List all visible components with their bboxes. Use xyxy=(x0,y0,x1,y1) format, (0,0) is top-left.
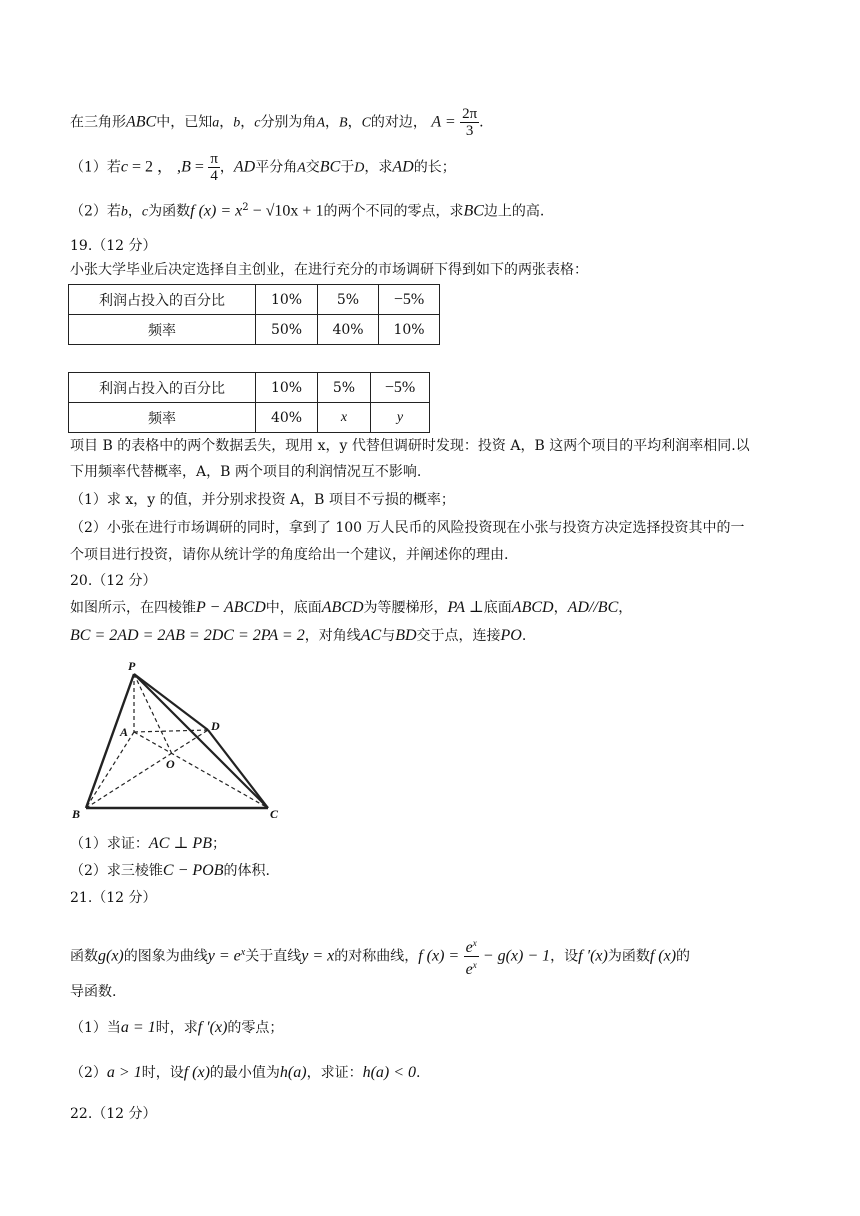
diagonal-AC xyxy=(134,732,268,808)
fraction-pi-over-4: $\frac{\pi}{4}$ xyxy=(210,151,218,184)
edge-PC xyxy=(134,674,268,808)
table-row: 频率 50% 40% 10% xyxy=(69,315,440,345)
q20-header: 20.（12 分） xyxy=(70,573,157,589)
segment-PO xyxy=(134,674,172,754)
pyramid-diagram xyxy=(68,658,288,828)
project-b-table xyxy=(68,372,430,433)
diagonal-BD xyxy=(86,730,208,808)
label-P: P xyxy=(128,659,136,673)
q22-header: 22.（12 分） xyxy=(70,1106,157,1122)
table-row: 利润占投入的百分比 10% 5% −5% xyxy=(69,373,430,403)
q18-intro: 在三角形ABC中，已知a，b，c分别为角A，B，C的对边， A = $\frac{2\pi}{3}$ . xyxy=(70,106,484,139)
q21-text-line1: 函数g(x)的图象为曲线$y = e^x$关于直线y = x的对称曲线，f (x) = $\frac{e^x}{e^x}$ − g(x) − 1，设f ′(x)为函数f (x)的 xyxy=(70,935,690,978)
edge-AD xyxy=(134,730,208,732)
project-a-table xyxy=(68,284,440,345)
q19-text-line1: 项目 B 的表格中的两个数据丢失，现用 x，y 代替但调研时发现：投资 A，B 这两个项目的平均利润率相同.以 xyxy=(70,438,750,454)
q21-part2: （2）a > 1时，设f (x)的最小值为h(a)，求证：h(a) < 0. xyxy=(70,1064,421,1081)
q20-part1: （1）求证：AC ⊥ PB； xyxy=(70,835,226,852)
q20-part2: （2）求三棱锥C − POB的体积. xyxy=(70,862,270,879)
q20-text-line2: BC = 2AD = 2AB = 2DC = 2PA = 2，对角线AC与BD交于点，连接PO. xyxy=(70,627,527,644)
q19-text-line2: 下用频率代替概率，A，B 两个项目的利润情况互不影响. xyxy=(70,464,422,480)
table-row: 频率 40% x y xyxy=(69,403,430,433)
q20-text-line1: 如图所示，在四棱锥P − ABCD中，底面ABCD为等腰梯形，PA ⊥底面ABCD，AD//BC， xyxy=(70,599,633,616)
q18-part1: （1）若c = 2 ， ,B = $\frac{\pi}{4}$ ，AD平分角A交BC于D，求AD的长； xyxy=(70,151,456,184)
q19-part1: （1）求 x，y 的值，并分别求投资 A，B 项目不亏损的概率； xyxy=(70,492,455,508)
edge-PD xyxy=(134,674,208,730)
fraction-ex-over-ex: $\frac{e^x}{e^x}$ xyxy=(464,935,479,978)
label-B: B xyxy=(72,807,81,821)
label-O: O xyxy=(166,757,175,771)
label-D: D xyxy=(211,719,220,733)
q19-header: 19.（12 分） xyxy=(70,238,157,254)
fraction-2pi-over-3: $\frac{2\pi}{3}$ xyxy=(462,106,478,139)
q19-part2-line1: （2）小张在进行市场调研的同时，拿到了 100 万人民币的风险投资现在小张与投资方决定选择投资其中的一 xyxy=(70,520,745,536)
q19-intro: 小张大学毕业后决定选择自主创业，在进行充分的市场调研下得到如下的两张表格： xyxy=(70,262,588,278)
edge-DC xyxy=(208,730,268,808)
q21-part1: （1）当a = 1时，求f ′(x)的零点； xyxy=(70,1019,284,1036)
edge-PB xyxy=(86,674,134,808)
q21-text-line2: 导函数. xyxy=(70,984,117,1000)
q21-header: 21.（12 分） xyxy=(70,890,157,906)
label-C: C xyxy=(270,807,279,821)
q19-part2-line2: 个项目进行投资，请你从统计学的角度给出一个建议，并阐述你的理由. xyxy=(70,547,509,563)
label-A: A xyxy=(120,725,129,739)
q18-part2: （2）若b，c为函数f $(x) = x^2 - √10x + 1$的两个不同的零点，求BC边上的高. xyxy=(70,202,545,220)
table-row: 利润占投入的百分比 10% 5% −5% xyxy=(69,285,440,315)
